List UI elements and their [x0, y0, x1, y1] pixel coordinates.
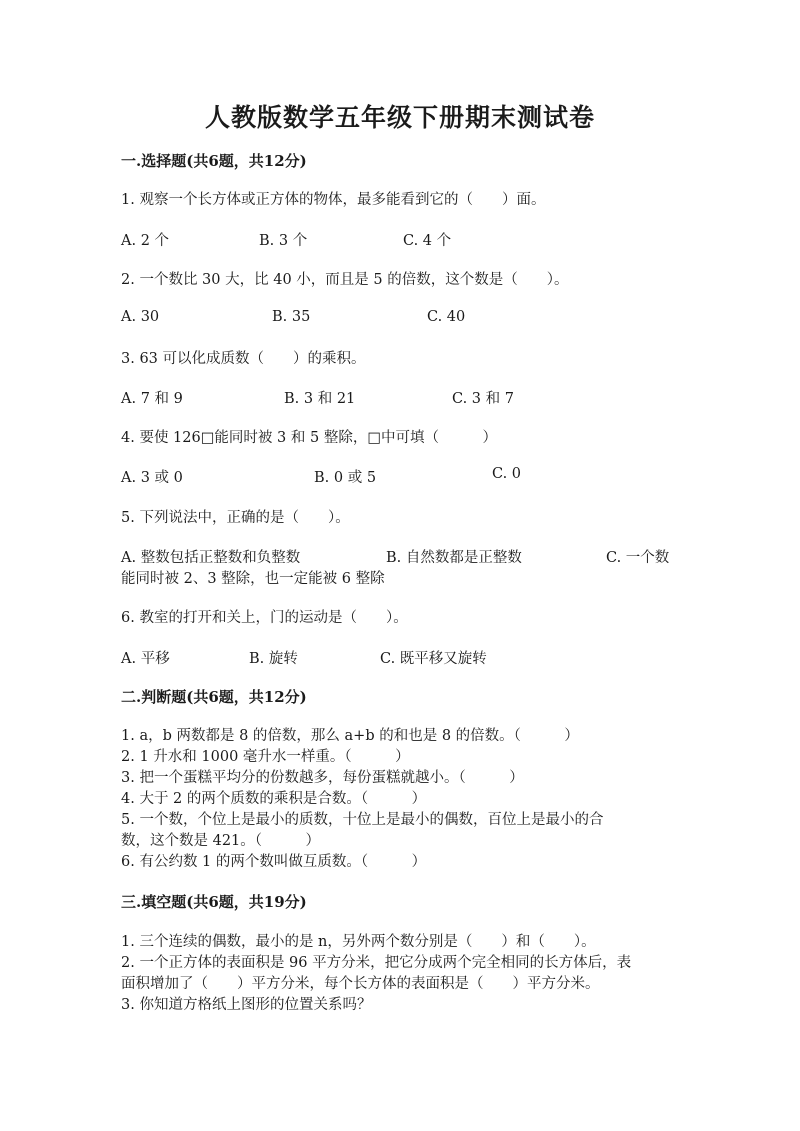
fill-item-3: 3. 你知道方格纸上图形的位置关系吗？: [121, 997, 372, 1013]
fill-item-1: 1. 三个连续的偶数，最小的是 n，另外两个数分别是（ ）和（ ）。: [121, 934, 596, 950]
option-1-5-c: C. 一个数: [606, 550, 670, 566]
option-1-6-c: C. 既平移又旋转: [380, 651, 487, 667]
section-1-heading: 一.选择题(共6题，共12分): [121, 152, 307, 170]
option-1-3-c: C. 3 和 7: [452, 391, 514, 407]
judge-item-5: 5. 一个数，个位上是最小的质数，十位上是最小的偶数，百位上是最小的合: [121, 812, 604, 828]
page-title: 人教版数学五年级下册期末测试卷: [204, 103, 595, 132]
question-1-3: 3. 63 可以化成质数（ ）的乘积。: [121, 351, 366, 367]
judge-item-1: 1. a，b 两数都是 8 的倍数，那么 a+b 的和也是 8 的倍数。（ ）: [121, 728, 579, 744]
option-1-4-a: A. 3 或 0: [121, 470, 183, 486]
option-1-2-a: A. 30: [121, 309, 160, 325]
option-1-4-c: C. 0: [492, 466, 522, 482]
option-1-3-b: B. 3 和 21: [284, 391, 356, 407]
section-2-heading: 二.判断题(共6题，共12分): [121, 688, 307, 706]
judge-item-3: 3. 把一个蛋糕平均分的份数越多，每份蛋糕就越小。（ ）: [121, 770, 524, 786]
judge-item-5-continued: 数，这个数是 421。（ ）: [121, 833, 321, 849]
judge-item-6: 6. 有公约数 1 的两个数叫做互质数。（ ）: [121, 854, 427, 870]
question-1-6: 6. 教室的打开和关上，门的运动是（ ）。: [121, 610, 408, 626]
option-1-2-b: B. 35: [272, 309, 311, 325]
question-1-1: 1. 观察一个长方体或正方体的物体，最多能看到它的（ ）面。: [121, 192, 546, 208]
option-1-1-b: B. 3 个: [259, 233, 308, 249]
option-1-2-c: C. 40: [427, 309, 466, 325]
question-1-5: 5. 下列说法中，正确的是（ ）。: [121, 510, 350, 526]
option-1-5-b: B. 自然数都是正整数: [386, 550, 522, 566]
option-1-1-c: C. 4 个: [403, 233, 452, 249]
fill-item-2-continued: 面积增加了（ ）平方分米，每个长方体的表面积是（ ）平方分米。: [121, 976, 600, 992]
question-1-4: 4. 要使 126□能同时被 3 和 5 整除，□中可填（ ）: [121, 430, 498, 446]
option-1-5-a: A. 整数包括正整数和负整数: [121, 550, 301, 566]
judge-item-4: 4. 大于 2 的两个质数的乘积是合数。（ ）: [121, 791, 427, 807]
option-1-1-a: A. 2 个: [121, 233, 170, 249]
option-1-5-c-continued: 能同时被 2、3 整除，也一定能被 6 整除: [121, 571, 385, 587]
fill-item-2: 2. 一个正方体的表面积是 96 平方分米，把它分成两个完全相同的长方体后，表: [121, 955, 632, 971]
question-1-2: 2. 一个数比 30 大，比 40 小，而且是 5 的倍数，这个数是（ ）。: [121, 272, 569, 288]
option-1-4-b: B. 0 或 5: [314, 470, 377, 486]
section-3-heading: 三.填空题(共6题，共19分): [121, 893, 307, 911]
option-1-3-a: A. 7 和 9: [121, 391, 183, 407]
option-1-6-b: B. 旋转: [249, 651, 298, 667]
option-1-6-a: A. 平移: [121, 651, 170, 667]
judge-item-2: 2. 1 升水和 1000 毫升水一样重。（ ）: [121, 749, 410, 765]
